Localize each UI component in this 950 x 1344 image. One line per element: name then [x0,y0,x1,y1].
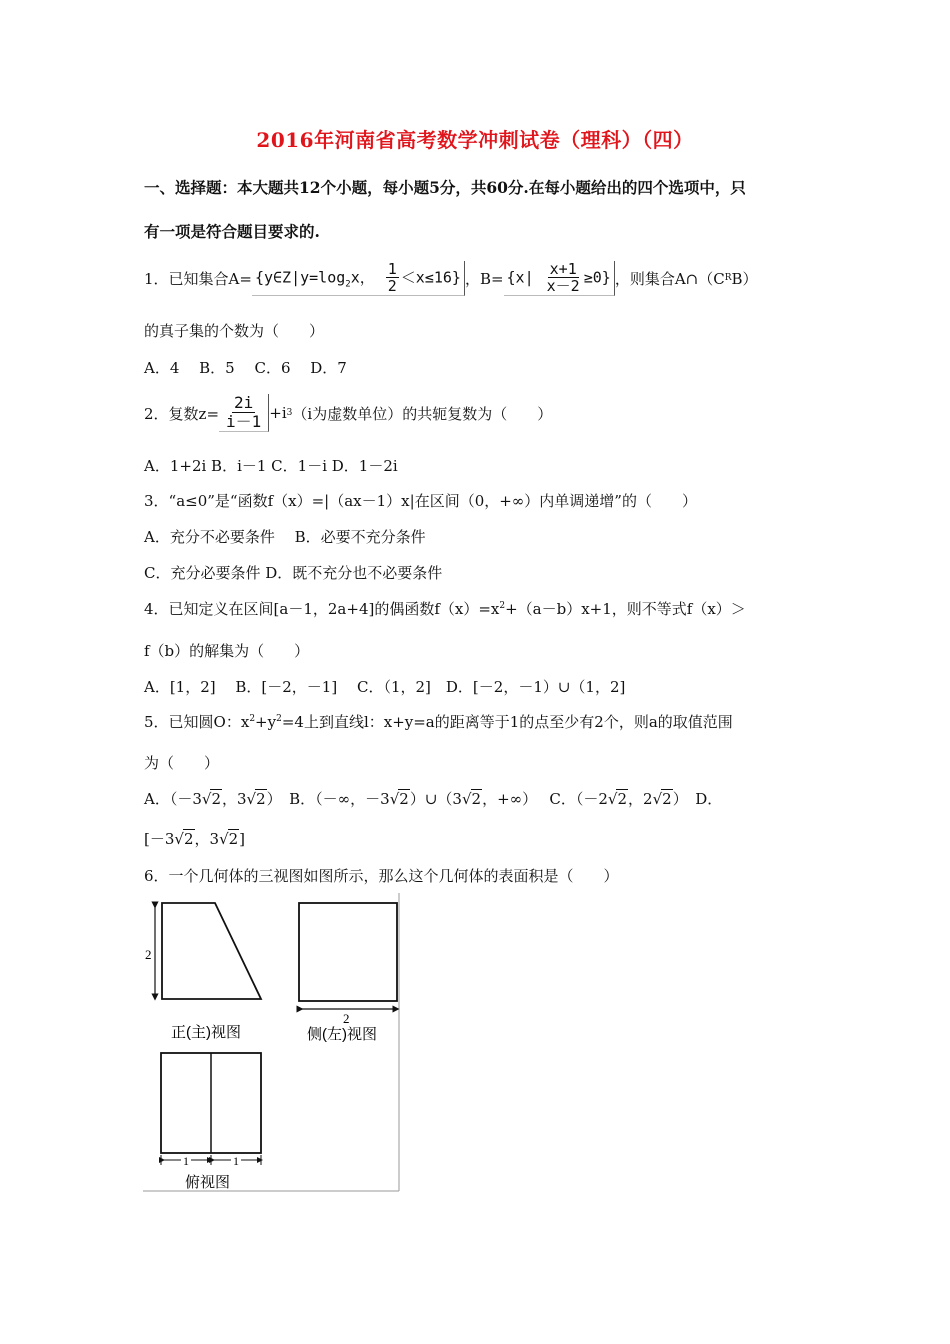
front-view-label: 正(主)视图 [171,1024,241,1041]
question-1-options: A．4 B．5 C．6 D．7 [144,359,347,377]
top-left-width-label: 1 [183,1154,189,1168]
question-4-line2: f（b）的解集为（ ） [144,642,310,660]
question-4-options: A．[1，2] B．[－2，－1] C．（1，2] D．[－2，－1）∪（1，2] [144,678,626,696]
question-5-option-d: [－3√2，3√2] [144,830,246,848]
top-right-width-label: 1 [233,1154,239,1168]
side-view-shape [299,903,397,1001]
section-heading-line2: 有一项是符合题目要求的. [144,222,320,241]
question-5-options: A．（－3√2，3√2） B．（－∞，－3√2）∪（3√2，+∞） C．（－2√2，2√2） D． [144,790,723,808]
question-6-stem: 6．一个几何体的三视图如图所示，那么这个几何体的表面积是（ ） [144,867,619,885]
question-4-stem: 4．已知定义在区间[a－1，2a+4]的偶函数$f(x)=x^2+(a-b)x+1$，则不等式f（x）＞ [144,600,746,618]
question-2-options: A．1+2i B．i－1 C．1－i D．1－2i [144,457,398,475]
front-view-shape [162,903,261,999]
question-3-options-cd: C．充分必要条件 D．既不充分也不必要条件 [144,564,443,582]
question-2-stem: 2．复数z= $\frac{2i}{i-1}$ +i 3 （i为虚数单位）的共轭复数为（ ） [144,393,553,431]
front-height-label: 2 [145,947,152,962]
section-heading-line1: 一、选择题：本大题共12个小题，每小题5分，共60分.在每小题给出的四个选项中，只 [144,178,746,197]
set-a-expression: {$y\in Z|y=\log_2x$， $\frac{1}{2}$ ＜x≤16} [252,261,465,296]
question-1-line2: 的真子集的个数为（ ） [144,322,325,340]
three-view-figure [143,893,401,1193]
set-b-expression: {x| $\frac{x+1}{x-2}$ ≥0} [504,261,615,296]
side-width-label: 2 [343,1011,350,1026]
top-view-label: 俯视图 [185,1174,231,1191]
side-view-label: 侧(左)视图 [307,1026,377,1043]
complex-fraction: $\frac{2i}{i-1}$ [219,394,269,431]
question-3-options-ab: A．充分不必要条件 B．必要不充分条件 [144,528,426,546]
page-title: 2016年河南省高考数学冲刺试卷（理科）（四） [256,128,694,152]
question-5-stem: 5．已知圆O：$x^2+y^2=4$上到直线l：x+y=a的距离等于1的点至少有2个，则a的取值范围 [144,713,733,731]
question-5-line2: 为（ ） [144,754,220,772]
question-1-stem: 1．已知集合A= {$y\in Z|y=\log_2x$， $\frac{1}{2}$ ＜x≤16} ，B= {x| $\frac{x+1}{x-2}$ ≥0} ，则集合A∩（C R B） [144,259,758,295]
question-3-stem: 3．“a≤0”是“函数f（x）=|（ax－1）x|在区间（0，+∞）内单调递增”的（ ） [144,492,697,510]
